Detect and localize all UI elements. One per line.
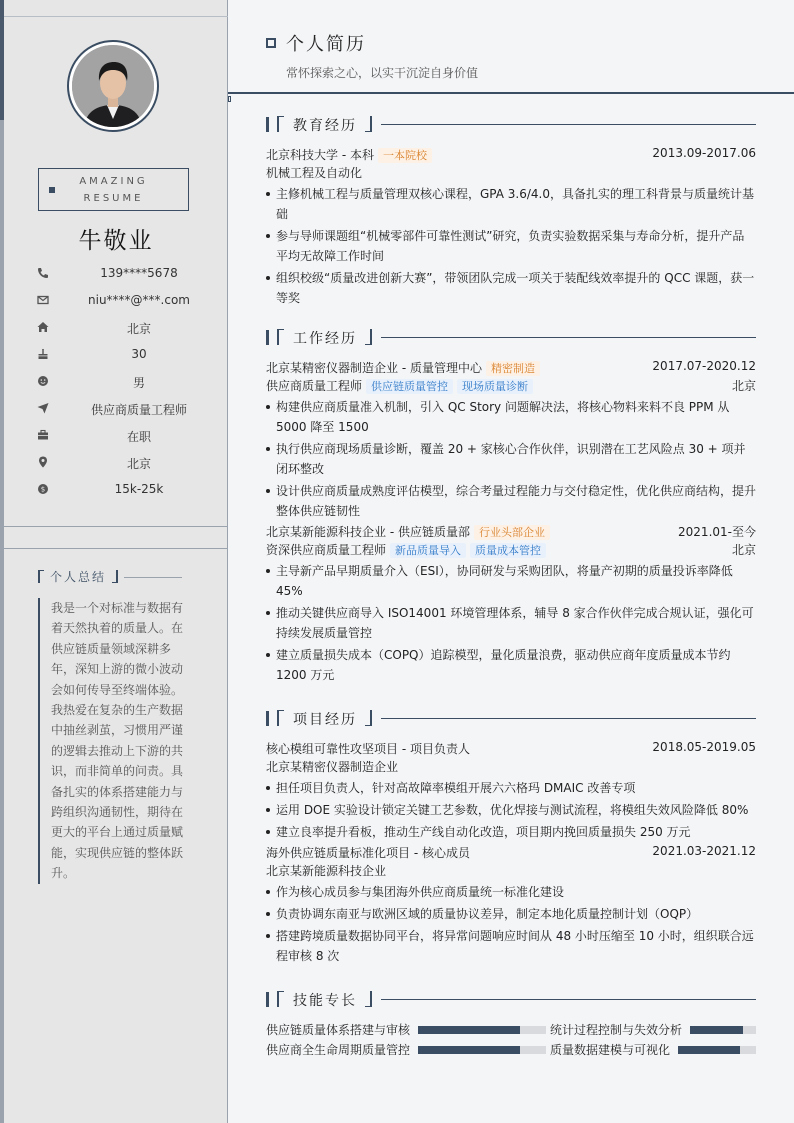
- skill-bar: [418, 1026, 546, 1034]
- projects-section: [266, 710, 756, 968]
- major: 机械工程及自动化: [266, 166, 363, 180]
- header-tick: [228, 96, 231, 102]
- project-date: 2018.05-2019.05: [652, 740, 756, 754]
- skills-title: 技能专长: [293, 993, 357, 1009]
- info-home: [36, 317, 220, 344]
- list-item: 执行供应商现场质量诊断，覆盖 20 + 家核心合作伙伴，识别潜在工艺风险点 30 + 项并闭环整改: [266, 439, 756, 479]
- location-icon: [36, 455, 50, 469]
- badge-line-2: RESUME: [83, 193, 144, 204]
- info-list: [36, 263, 220, 506]
- project-name: 海外供应链质量标准化项目 - 核心成员: [266, 846, 470, 860]
- home-text: 北京: [126, 322, 151, 336]
- job-bullets: [266, 561, 756, 685]
- section-heading: [266, 116, 756, 134]
- info-phone: [36, 263, 220, 290]
- project-bullets: [266, 778, 756, 842]
- skill-fill: [690, 1026, 743, 1034]
- job-date: 2017.07-2020.12: [652, 359, 756, 373]
- job-bullets: [266, 397, 756, 521]
- list-item: 搭建跨境质量数据协同平台，将异常问题响应时间从 48 小时压缩至 10 小时，组织联合远程审核 8 次: [266, 926, 756, 966]
- location-text: 北京: [126, 457, 151, 471]
- info-status: [36, 425, 220, 452]
- skill-bar: [418, 1046, 546, 1054]
- job-role: 供应商质量工程师: [266, 379, 363, 393]
- phone-icon: [36, 266, 50, 280]
- skills-section: [266, 991, 756, 1059]
- list-item: 主导新产品早期质量介入（ESI），协同研发与采购团队，将量产初期的质量投诉率降低 45%: [266, 561, 756, 601]
- main-content: [228, 0, 794, 1123]
- list-item: 建立良率提升看板，推动生产线自动化改造，项目期内挽回质量损失 250 万元: [266, 822, 756, 842]
- briefcase-icon: [36, 428, 50, 442]
- list-item: 运用 DOE 实验设计锁定关键工艺参数，优化焊接与测试流程，将模组失效风险降低 80%: [266, 800, 756, 820]
- gender-text: 男: [132, 376, 145, 390]
- job-role: 资深供应商质量工程师: [266, 543, 387, 557]
- skill-fill: [678, 1046, 740, 1054]
- job-role-row: [266, 377, 756, 395]
- job-tag: 精密制造: [486, 361, 540, 376]
- list-item: 组织校级“质量改进创新大赛”，带领团队完成一项关于装配线效率提升的 QCC 课题，获一等奖: [266, 268, 756, 308]
- section-heading: [266, 710, 756, 728]
- project-name: 核心模组可靠性攻坚项目 - 项目负责人: [266, 742, 470, 756]
- job-tag: 行业头部企业: [474, 525, 550, 540]
- avatar-photo: [72, 45, 154, 127]
- job-company-row: [266, 359, 756, 377]
- amazing-resume-badge: [38, 168, 189, 211]
- sidebar-divider: [4, 548, 228, 549]
- info-salary: [36, 479, 220, 506]
- summary-text: 我是一个对标准与数据有着天然执着的质量人。在供应链质量领域深耕多年，深知上游的微小波动会如何传导至终端体验。我热爱在复杂的生产数据中抽丝剥茧，习惯用严谨的逻辑去推动上下游的共识，而非简单的问责。具备扎实的体系搭建能力与跨组织沟通韧性，期待在更大的平台上通过质量赋能，实现供应链的整体跃升。: [38, 598, 188, 884]
- skill-fill: [418, 1046, 520, 1054]
- school-name: 北京科技大学 - 本科: [266, 148, 374, 162]
- person-name: 牛敬业: [78, 228, 154, 254]
- job-company: 北京某新能源科技企业 - 供应链质量部: [266, 525, 470, 539]
- project-org: 北京某精密仪器制造企业: [266, 760, 399, 774]
- projects-title: 项目经历: [293, 712, 357, 728]
- job-role-row: [266, 541, 756, 559]
- education-bullets: [266, 184, 756, 308]
- project-bullets: [266, 882, 756, 966]
- skill-row: [266, 1021, 756, 1039]
- project-name-row: [266, 740, 756, 758]
- skill-name: 供应链质量体系搭建与审核: [266, 1023, 411, 1037]
- project-date: 2021.03-2021.12: [652, 844, 756, 858]
- age-text: 30: [131, 347, 147, 361]
- svg-text:$: $: [40, 485, 46, 494]
- education-section: [266, 116, 756, 310]
- list-item: 担任项目负责人，针对高故障率模组开展六六格玛 DMAIC 改善专项: [266, 778, 756, 798]
- info-gender: [36, 371, 220, 398]
- job-city: 北京: [731, 379, 756, 393]
- badge-square-icon: [49, 187, 55, 193]
- job-company: 北京某精密仪器制造企业 - 质量管理中心: [266, 361, 482, 375]
- skill-name: 统计过程控制与失效分析: [550, 1023, 683, 1037]
- list-item: 参与导师课题组“机械零部件可靠性测试”研究，负责实验数据采集与寿命分析，提升产品平均无故障工作时间: [266, 226, 756, 266]
- home-icon: [36, 320, 50, 334]
- list-item: 作为核心成员参与集团海外供应商质量统一标准化建设: [266, 882, 756, 902]
- badge-line-1: AMAZING: [79, 176, 148, 187]
- list-item: 主修机械工程与质量管理双核心课程，GPA 3.6/4.0，具备扎实的理工科背景与质量统计基础: [266, 184, 756, 224]
- phone-text: 139****5678: [100, 266, 178, 280]
- job-date: 2021.01-至今: [678, 525, 756, 539]
- page-subtitle: 常怀探索之心，以实干沉淀自身价值: [286, 66, 479, 80]
- info-location: [36, 452, 220, 479]
- sidebar-divider: [4, 526, 228, 527]
- education-title: 教育经历: [293, 118, 357, 134]
- work-section: [266, 329, 756, 687]
- summary-title: 个人总结: [50, 570, 107, 584]
- list-item: 构建供应商质量准入机制，引入 QC Story 问题解决法，将核心物料来料不良 PPM 从 5000 降至 1500: [266, 397, 756, 437]
- project-org-row: [266, 758, 756, 776]
- cake-icon: [36, 347, 50, 361]
- salary-icon: [36, 482, 50, 496]
- info-position: [36, 398, 220, 425]
- work-title: 工作经历: [293, 331, 357, 347]
- major-row: [266, 164, 756, 182]
- skill-name: 质量数据建模与可视化: [550, 1043, 671, 1057]
- role-tag: 现场质量诊断: [457, 379, 533, 394]
- section-heading: [266, 329, 756, 347]
- skill-bar: [678, 1046, 756, 1054]
- avatar: [67, 40, 159, 132]
- role-tag: 新品质量导入: [390, 543, 466, 558]
- education-school-row: [266, 146, 756, 164]
- list-item: 设计供应商质量成熟度评估模型，综合考量过程能力与交付稳定性，优化供应商结构，提升整体供应链韧性: [266, 481, 756, 521]
- list-item: 建立质量损失成本（COPQ）追踪模型，量化质量浪费，驱动供应商年度质量成本节约 1200 万元: [266, 645, 756, 685]
- job-city: 北京: [731, 543, 756, 557]
- position-text: 供应商质量工程师: [90, 403, 187, 417]
- header-square-icon: [266, 38, 276, 48]
- sidebar-top-line: [4, 16, 228, 17]
- page-title: 个人简历: [286, 34, 366, 55]
- section-heading: [266, 991, 756, 1009]
- skill-fill: [418, 1026, 520, 1034]
- role-tag: 供应链质量管控: [366, 379, 453, 394]
- role-tag: 质量成本管控: [470, 543, 546, 558]
- status-text: 在职: [126, 430, 151, 444]
- sidebar: [0, 0, 228, 1123]
- send-icon: [36, 401, 50, 415]
- list-item: 推动关键供应商导入 ISO14001 环境管理体系，辅导 8 家合作伙伴完成合规认证，强化可持续发展质量管控: [266, 603, 756, 643]
- info-email: [36, 290, 220, 317]
- salary-text: 15k-25k: [114, 482, 164, 496]
- skill-name: 供应商全生命周期质量管控: [266, 1043, 411, 1057]
- edge-strip: [0, 0, 4, 1123]
- project-name-row: [266, 844, 756, 862]
- education-date: 2013.09-2017.06: [652, 146, 756, 160]
- skill-row: [266, 1041, 756, 1059]
- list-item: 负责协调东南亚与欧洲区域的质量协议差异，制定本地化质量控制计划（OQP）: [266, 904, 756, 924]
- school-tag: 一本院校: [378, 148, 432, 163]
- project-org-row: [266, 862, 756, 880]
- email-text: niu****@***.com: [88, 293, 190, 307]
- gender-icon: [36, 374, 50, 388]
- header-divider: [228, 92, 794, 94]
- info-age: [36, 344, 220, 371]
- skill-bar: [690, 1026, 756, 1034]
- project-org: 北京某新能源科技企业: [266, 864, 387, 878]
- mail-icon: [36, 293, 50, 307]
- job-company-row: [266, 523, 756, 541]
